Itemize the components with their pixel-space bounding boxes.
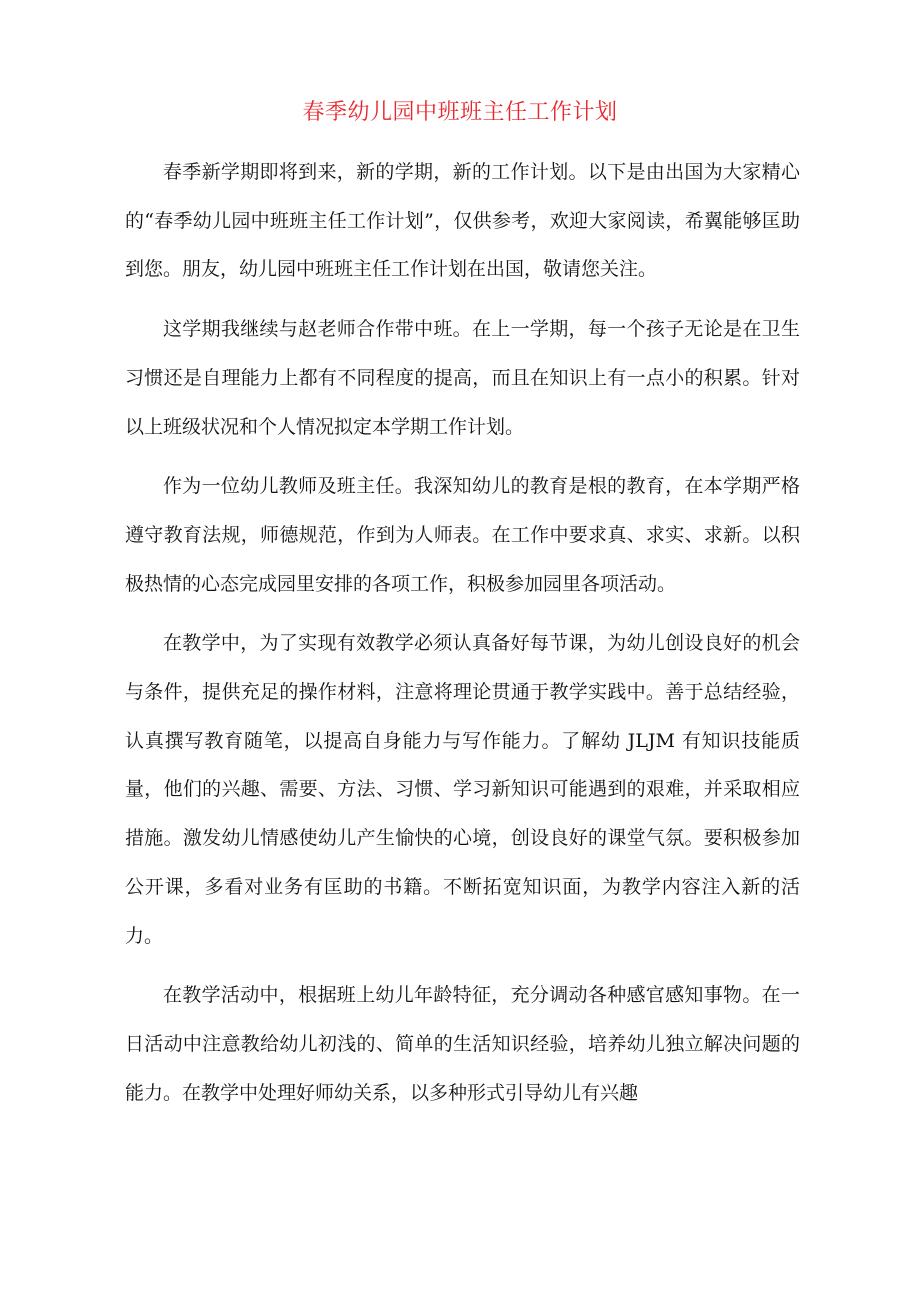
paragraph-teaching: 在教学中，为了实现有效教学必须认真备好每节课，为幼儿创设良好的机会与条件，提供充足的操作材料，注意将理论贯通于教学实践中。善于总结经验，认真撰写教育随笔，以提高自身能力与写作能力。了解幼 JLJM 有知识技能质量，他们的兴趣、需要、方法、习惯、学习新知识可能遇到的艰难，并采取相应措施。激发幼儿情感使幼儿产生愉快的心境，创设良好的课堂气氛。要积极参加公开课，多看对业务有匡助的书籍。不断拓宽知识面，为教学内容注入新的活力。 [125, 632, 800, 947]
paragraph-intro: 春季新学期即将到来，新的学期，新的工作计划。以下是由出国为大家精心的“春季幼儿园中班班主任工作计划”，仅供参考，欢迎大家阅读，希翼能够匡助到您。朋友，幼儿园中班班主任工作计划在出国，敬请您关注。 [125, 161, 800, 281]
document-title: 春季幼儿园中班班主任工作计划 [302, 100, 618, 125]
paragraph-teaching-activities: 在教学活动中，根据班上幼儿年龄特征，充分调动各种感官感知事物。在一日活动中注意教给幼儿初浅的、简单的生活知识经验，培养幼儿独立解决问题的能力。在教学中处理好师幼关系，以多种形式引导幼儿有兴趣 [125, 984, 800, 1104]
paragraph-teacher-ethics: 作为一位幼儿教师及班主任。我深知幼儿的教育是根的教育，在本学期严格遵守教育法规，师德规范，作到为人师表。在工作中要求真、求实、求新。以积极热情的心态完成园里安排的各项工作，积极参加园里各项活动。 [125, 475, 800, 595]
paragraph-class-status: 这学期我继续与赵老师合作带中班。在上一学期，每一个孩子无论是在卫生习惯还是自理能力上都有不同程度的提高，而且在知识上有一点小的积累。针对以上班级状况和个人情况拟定本学期工作计划。 [125, 318, 800, 438]
document-body [125, 148, 800, 1128]
